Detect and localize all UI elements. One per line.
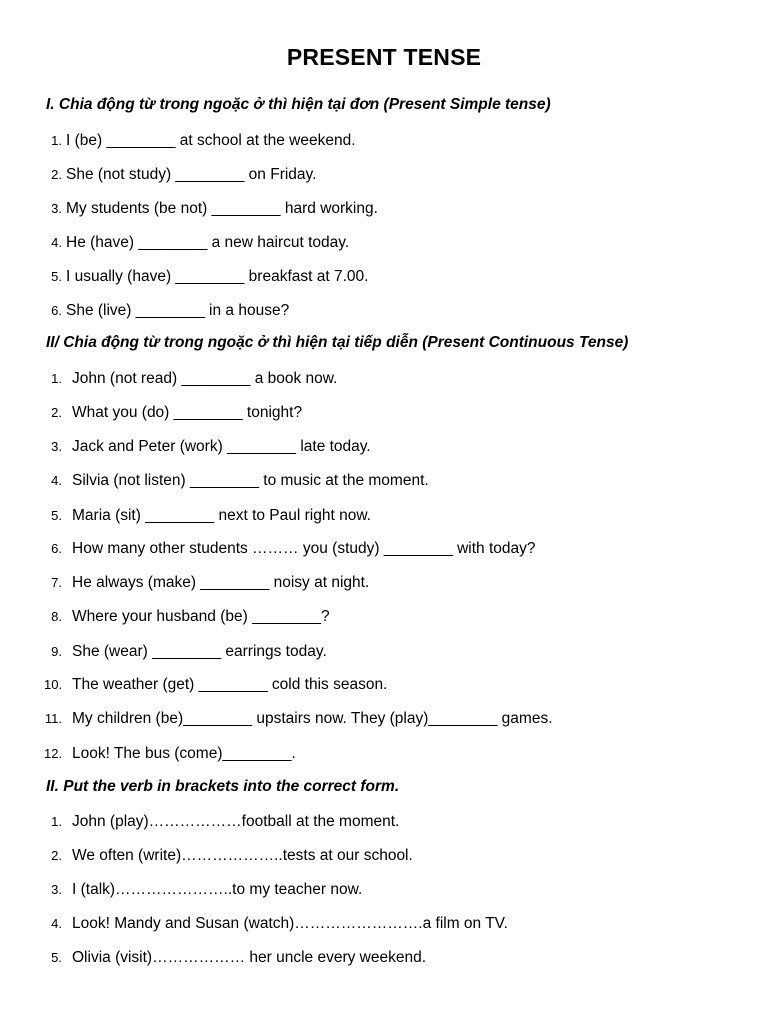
item-text: She (not study) ________ on Friday. [66, 166, 317, 183]
item-text: Look! The bus (come)________. [72, 745, 296, 762]
item-number: 4. [51, 916, 62, 931]
item-number: 9. [51, 644, 62, 659]
item-number: 3. [51, 201, 62, 216]
item-number: 10. [44, 677, 63, 692]
item-text: The weather (get) ________ cold this season. [72, 676, 388, 693]
item-text: He always (make) ________ noisy at night. [72, 574, 370, 591]
item-number: 2. [51, 848, 62, 863]
list-item [44, 914, 508, 934]
section3-heading: II. Put the verb in brackets into the correct form. [46, 778, 400, 795]
list-item [46, 165, 316, 185]
item-text: He (have) ________ a new haircut today. [66, 234, 350, 251]
page-title: PRESENT TENSE [286, 44, 482, 70]
item-text: Jack and Peter (work) ________ late today. [72, 438, 371, 455]
item-number: 3. [51, 439, 62, 454]
item-number: 4. [51, 473, 62, 488]
item-text: She (live) ________ in a house? [66, 302, 290, 319]
item-text: Olivia (visit)……………… her uncle every weekend. [72, 949, 427, 966]
item-number: 12. [44, 746, 63, 761]
item-number: 5. [51, 950, 62, 965]
item-number: 5. [51, 269, 62, 284]
list-item [44, 607, 330, 627]
item-text: She (wear) ________ earrings today. [72, 643, 327, 660]
list-item [44, 403, 302, 423]
item-number: 6. [51, 303, 62, 318]
item-text: Where your husband (be) ________? [72, 608, 330, 625]
item-number: 2. [51, 167, 62, 182]
section1-heading: I. Chia động từ trong ngoặc ở thì hiện tại đơn (Present Simple tense) [46, 96, 551, 113]
item-number: 11. [44, 711, 62, 726]
list-item [44, 744, 296, 764]
list-item [44, 642, 327, 662]
item-number: 7. [51, 575, 62, 590]
item-text: How many other students ……… you (study) ________ with today? [72, 540, 536, 557]
item-text: We often (write)………………..tests at our school. [72, 847, 413, 864]
item-text: Look! Mandy and Susan (watch)…………………….a film on TV. [72, 915, 508, 932]
list-item [44, 506, 371, 526]
list-item [44, 709, 553, 729]
item-number: 4. [51, 235, 62, 250]
item-number: 5. [51, 508, 62, 523]
item-text: Maria (sit) ________ next to Paul right now. [72, 507, 371, 524]
list-item [46, 301, 289, 321]
list-item [46, 267, 368, 287]
list-item [44, 539, 536, 559]
item-number: 6. [51, 541, 62, 556]
list-item [44, 948, 426, 968]
item-number: 3. [51, 882, 62, 897]
list-item [44, 846, 413, 866]
item-text: John (play)………………football at the moment. [72, 813, 400, 830]
item-text: I (talk)…………………..to my teacher now. [72, 881, 363, 898]
item-text: John (not read) ________ a book now. [72, 370, 338, 387]
list-item [44, 812, 399, 832]
item-text: My children (be)________ upstairs now. They (play)________ games. [72, 710, 553, 727]
list-item [44, 437, 371, 457]
list-item [44, 880, 362, 900]
list-item [44, 369, 337, 389]
item-number: 2. [51, 405, 62, 420]
item-text: Silvia (not listen) ________ to music at the moment. [72, 472, 429, 489]
list-item [44, 573, 369, 593]
item-number: 1. [51, 133, 62, 148]
list-item [46, 199, 378, 219]
list-item [46, 233, 349, 253]
item-number: 1. [51, 371, 62, 386]
section2-heading: II/ Chia động từ trong ngoặc ở thì hiện tại tiếp diễn (Present Continuous Tense) [46, 334, 629, 351]
item-number: 8. [51, 609, 62, 624]
item-text: My students (be not) ________ hard working. [66, 200, 378, 217]
item-text: I (be) ________ at school at the weekend. [66, 132, 356, 149]
item-number: 1. [51, 814, 62, 829]
list-item [44, 675, 387, 695]
list-item [44, 471, 429, 491]
list-item [46, 131, 356, 151]
item-text: I usually (have) ________ breakfast at 7.00. [66, 268, 369, 285]
item-text: What you (do) ________ tonight? [72, 404, 303, 421]
